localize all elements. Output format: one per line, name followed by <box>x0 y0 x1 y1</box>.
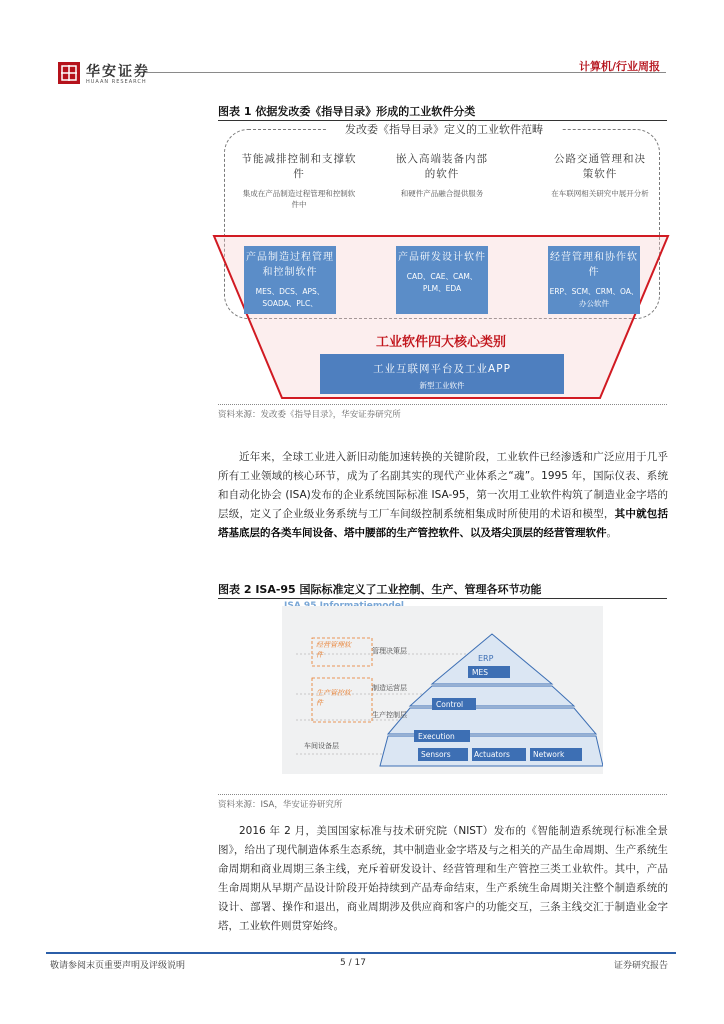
top-category-1 <box>240 152 358 210</box>
core-category-management <box>548 246 640 314</box>
footer-disclaimer: 敬请参阅末页重要声明及评级说明 <box>50 961 186 971</box>
top-category-3-title: 公路交通管理和决策软件 <box>554 153 646 180</box>
pyramid-mes: MES <box>472 668 488 677</box>
top-category-2 <box>392 152 492 199</box>
pyramid-execution: Execution <box>418 732 455 741</box>
company-logo-icon <box>58 62 80 84</box>
base-network: Network <box>533 750 565 759</box>
group-label-production: 生产管控软件 <box>316 689 351 707</box>
core-category-management-title: 经营管理和协作软件 <box>550 252 638 278</box>
paragraph1-bold: 其中就包括塔基底层的各类车间设备、塔中腰部的生产管控软件、以及塔尖顶层的经营管理软件 <box>218 508 669 539</box>
figure2-source: 资料来源：ISA，华安证券研究所 <box>218 800 343 810</box>
core-category-label: 工业软件四大核心类别 <box>375 335 506 350</box>
core-category-manufacturing <box>244 246 336 314</box>
pyramid-control: Control <box>436 700 464 709</box>
top-category-1-sub: 集成在产品制造过程管理和控制软件中 <box>242 189 356 209</box>
top-category-3-sub: 在车联网相关研究中展开分析 <box>551 189 649 198</box>
footer-divider <box>46 952 676 954</box>
figure2-source-rule <box>218 794 667 795</box>
page-number: 5 / 17 <box>340 958 366 968</box>
platform-box <box>320 354 564 394</box>
core-category-rnd-sub: CAD、CAE、CAM、PLM、EDA <box>406 272 478 293</box>
top-category-2-sub: 和硬件产品融合提供服务 <box>400 189 484 198</box>
footer-report-type: 证券研究报告 <box>613 961 668 971</box>
core-category-manufacturing-sub: MES、DCS、APS、SOADA、PLC、 <box>255 287 325 308</box>
scope-title: 发改委《指导目录》定义的工业软件范畴 <box>326 121 562 137</box>
top-category-3 <box>550 152 650 199</box>
body-paragraph-2: 2016 年 2 月，美国国家标准与技术研究院（NIST）发布的《智能制造系统现行标准全景图》，给出了现代制造体系生态系统，其中制造业金字塔及与之相关的产品生命周期、生产系统生命周期和商业周期三条主线，充斥着研发设计、经营管理和生产管控三类工业软件。其中，产品生命周期从早期产品设计阶段开始持续到产品寿命结束，生产系统生命周期关注整个制造系统的设计、部署、操作和退出，商业周期涉及供应商和客户的功能交互，三条主线交汇于制造业金字塔，工业软件则贯穿始终。 <box>218 825 668 932</box>
core-category-rnd-title: 产品研发设计软件 <box>398 252 486 263</box>
core-category-manufacturing-title: 产品制造过程管理和控制软件 <box>246 252 334 278</box>
base-sensors: Sensors <box>421 750 451 759</box>
core-category-management-sub: ERP、SCM、CRM、OA、办公软件 <box>549 287 639 308</box>
core-category-rnd <box>396 246 488 314</box>
platform-sub: 新型工业软件 <box>419 381 465 390</box>
paragraph1-tail: 。 <box>606 527 617 539</box>
figure2-caption-rule <box>218 598 667 599</box>
top-category-2-title: 嵌入高端装备内部的软件 <box>396 153 488 180</box>
company-subtitle: HUAAN RESEARCH <box>86 79 147 85</box>
figure1-source: 资料来源：发改委《指导目录》，华安证券研究所 <box>218 410 401 420</box>
base-actuators: Actuators <box>474 750 510 759</box>
layer-control: 生产控制层 <box>372 711 407 719</box>
top-category-1-title: 节能减排控制和支撑软件 <box>241 153 357 180</box>
layer-equipment: 车间设备层 <box>304 742 339 750</box>
report-section: 计算机/行业周报 <box>578 60 660 73</box>
figure1-caption: 图表 1 依据发改委《指导目录》形成的工业软件分类 <box>218 105 476 118</box>
figure1-source-rule <box>218 404 667 405</box>
company-name: 华安证券 <box>86 64 150 80</box>
layer-operations: 制造运营层 <box>372 684 407 692</box>
group-label-management: 经营管理软件 <box>316 641 351 659</box>
layer-decision: 管理决策层 <box>372 647 407 655</box>
paragraph1-text: 近年来，全球工业进入新旧动能加速转换的关键阶段，工业软件已经渗透和广泛应用于几乎所有工业领域的核心环节，成为了名副其实的现代产业体系之“魂”。1995 年，国际仪表、系统和自动化协会 (ISA)发布的企业系统国际标准 ISA-95，第一次用工业软件构筑了制造业金字塔的层级，定义了企业级业务系统与工厂车间级控制系统相集成时所使用的术语和模型， <box>218 451 668 520</box>
pyramid-erp: ERP <box>478 654 494 663</box>
body-paragraph-1 <box>218 448 668 543</box>
platform-title: 工业互联网平台及工业APP <box>373 363 511 375</box>
figure2-caption: 图表 2 ISA-95 国际标准定义了工业控制、生产、管理各环节功能 <box>218 583 542 596</box>
